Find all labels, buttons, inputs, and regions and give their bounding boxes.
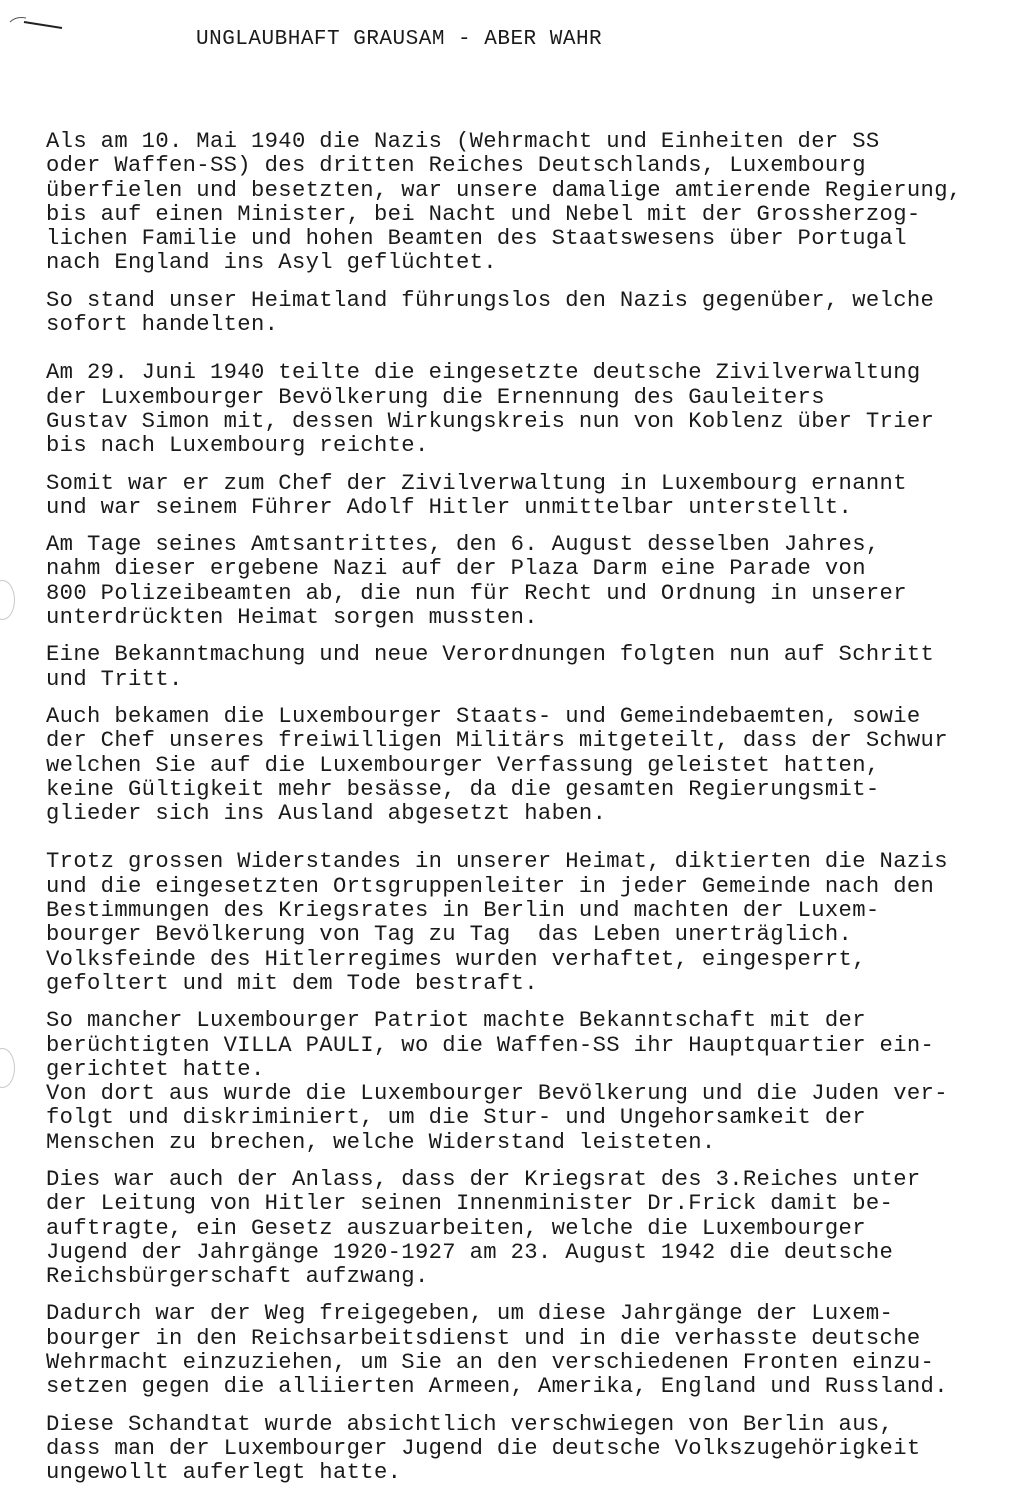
- paragraph: [46, 1168, 1016, 1289]
- text-line: nach England ins Asyl geflüchtet.: [46, 250, 497, 276]
- text-line: So stand unser Heimatland führungslos den Nazis gegenüber, welche: [46, 287, 935, 313]
- text-line: überfielen und besetzten, war unsere damalige amtierende Regierung,: [46, 177, 962, 203]
- paragraph: [46, 643, 1016, 692]
- text-line: bourger Bevölkerung von Tag zu Tag das Leben unerträglich.: [46, 922, 853, 948]
- text-line: Auch bekamen die Luxembourger Staats- und Gemeindebaemten, sowie: [46, 703, 921, 729]
- text-line: bourger in den Reichsarbeitsdienst und in die verhasste deutsche: [46, 1325, 921, 1351]
- text-line: Dies war auch der Anlass, dass der Kriegsrat des 3.Reiches unter: [46, 1166, 921, 1192]
- text-line: So mancher Luxembourger Patriot machte Bekanntschaft mit der: [46, 1008, 866, 1034]
- pen-stroke-mark: [8, 13, 64, 29]
- text-line: dass man der Luxembourger Jugend die deutsche Volkszugehörigkeit: [46, 1435, 921, 1461]
- text-line: Gustav Simon mit, dessen Wirkungskreis nun von Koblenz über Trier: [46, 408, 935, 434]
- text-line: Am 29. Juni 1940 teilte die eingesetzte deutsche Zivilverwaltung: [46, 360, 921, 386]
- text-line: berüchtigten VILLA PAULI, wo die Waffen-SS ihr Hauptquartier ein-: [46, 1032, 935, 1058]
- text-line: und war seinem Führer Adolf Hitler unmittelbar unterstellt.: [46, 494, 853, 520]
- text-line: nahm dieser ergebene Nazi auf der Plaza Darm eine Parade von: [46, 556, 866, 582]
- text-line: gerichtet hatte.: [46, 1056, 265, 1082]
- paragraph: [46, 705, 1016, 826]
- text-line: welchen Sie auf die Luxembourger Verfassung geleistet hatten,: [46, 752, 880, 778]
- text-line: Bestimmungen des Kriegsrates in Berlin und machten der Luxem-: [46, 898, 880, 924]
- text-line: Reichsbürgerschaft aufzwang.: [46, 1264, 429, 1290]
- text-line: der Luxembourger Bevölkerung die Ernennung des Gauleiters: [46, 384, 825, 410]
- text-line: Jugend der Jahrgänge 1920-1927 am 23. August 1942 die deutsche: [46, 1239, 894, 1265]
- text-line: ungewollt auferlegt hatte.: [46, 1460, 402, 1486]
- document-body: [46, 130, 1016, 1486]
- text-line: setzen gegen die alliierten Armeen, Amerika, England und Russland.: [46, 1374, 948, 1400]
- text-line: Dadurch war der Weg freigegeben, um diese Jahrgänge der Luxem-: [46, 1301, 894, 1327]
- text-line: folgt und diskriminiert, um die Stur- und Ungehorsamkeit der: [46, 1105, 866, 1131]
- text-line: keine Gültigkeit mehr besässe, da die gesamten Regierungsmit-: [46, 776, 880, 802]
- paragraph-spacer: [46, 459, 1016, 472]
- text-line: Diese Schandtat wurde absichtlich verschwiegen von Berlin aus,: [46, 1411, 894, 1437]
- text-line: Somit war er zum Chef der Zivilverwaltung in Luxembourg ernannt: [46, 470, 907, 496]
- paragraph-spacer: [46, 1400, 1016, 1413]
- text-line: bis nach Luxembourg reichte.: [46, 433, 429, 459]
- text-line: Eine Bekanntmachung und neue Verordnungen folgten nun auf Schritt: [46, 642, 935, 668]
- text-line: Volksfeinde des Hitlerregimes wurden verhaftet, eingesperrt,: [46, 946, 866, 972]
- paragraph-spacer: [46, 692, 1016, 705]
- text-line: Wehrmacht einzuziehen, um Sie an den verschiedenen Fronten einzu-: [46, 1350, 935, 1376]
- paragraph: [46, 850, 1016, 996]
- text-line: der Chef unseres freiwilligen Militärs mitgeteilt, dass der Schwur: [46, 728, 948, 754]
- text-line: sofort handelten.: [46, 312, 279, 338]
- paragraph: [46, 472, 1016, 521]
- text-line: Von dort aus wurde die Luxembourger Bevölkerung und die Juden ver-: [46, 1081, 948, 1107]
- text-line: 800 Polizeibeamten ab, die nun für Recht und Ordnung in unserer: [46, 580, 907, 606]
- text-line: Menschen zu brechen, welche Widerstand leisteten.: [46, 1129, 716, 1155]
- text-line: lichen Familie und hohen Beamten des Staatswesens über Portugal: [46, 226, 907, 252]
- paragraph-spacer: [46, 826, 1016, 850]
- text-line: und Tritt.: [46, 666, 183, 692]
- paragraph: [46, 361, 1016, 458]
- text-line: auftragte, ein Gesetz auszuarbeiten, welche die Luxembourger: [46, 1215, 866, 1241]
- paragraph-spacer: [46, 276, 1016, 289]
- text-line: bis auf einen Minister, bei Nacht und Nebel mit der Grossherzog-: [46, 201, 921, 227]
- punch-hole-mark: [0, 580, 15, 620]
- text-line: unterdrückten Heimat sorgen mussten.: [46, 605, 538, 631]
- document-title: UNGLAUBHAFT GRAUSAM - ABER WAHR: [196, 28, 603, 51]
- text-line: gefoltert und mit dem Tode bestraft.: [46, 970, 538, 996]
- paragraph: [46, 1302, 1016, 1399]
- text-line: glieder sich ins Ausland abgesetzt haben.: [46, 801, 607, 827]
- text-line: oder Waffen-SS) des dritten Reiches Deutschlands, Luxembourg: [46, 153, 866, 179]
- paragraph: [46, 1413, 1016, 1486]
- text-line: Am Tage seines Amtsantrittes, den 6. August desselben Jahres,: [46, 532, 880, 558]
- punch-hole-mark: [0, 1048, 15, 1088]
- text-line: und die eingesetzten Ortsgruppenleiter in jeder Gemeinde nach den: [46, 873, 935, 899]
- paragraph-spacer: [46, 337, 1016, 361]
- paragraph: [46, 130, 1016, 276]
- text-line: Als am 10. Mai 1940 die Nazis (Wehrmacht und Einheiten der SS: [46, 129, 880, 154]
- text-line: Trotz grossen Widerstandes in unserer Heimat, diktierten die Nazis: [46, 849, 948, 875]
- paragraph: [46, 1009, 1016, 1155]
- text-line: der Leitung von Hitler seinen Innenminister Dr.Frick damit be-: [46, 1191, 894, 1217]
- paragraph: [46, 533, 1016, 630]
- paragraph: [46, 289, 1016, 338]
